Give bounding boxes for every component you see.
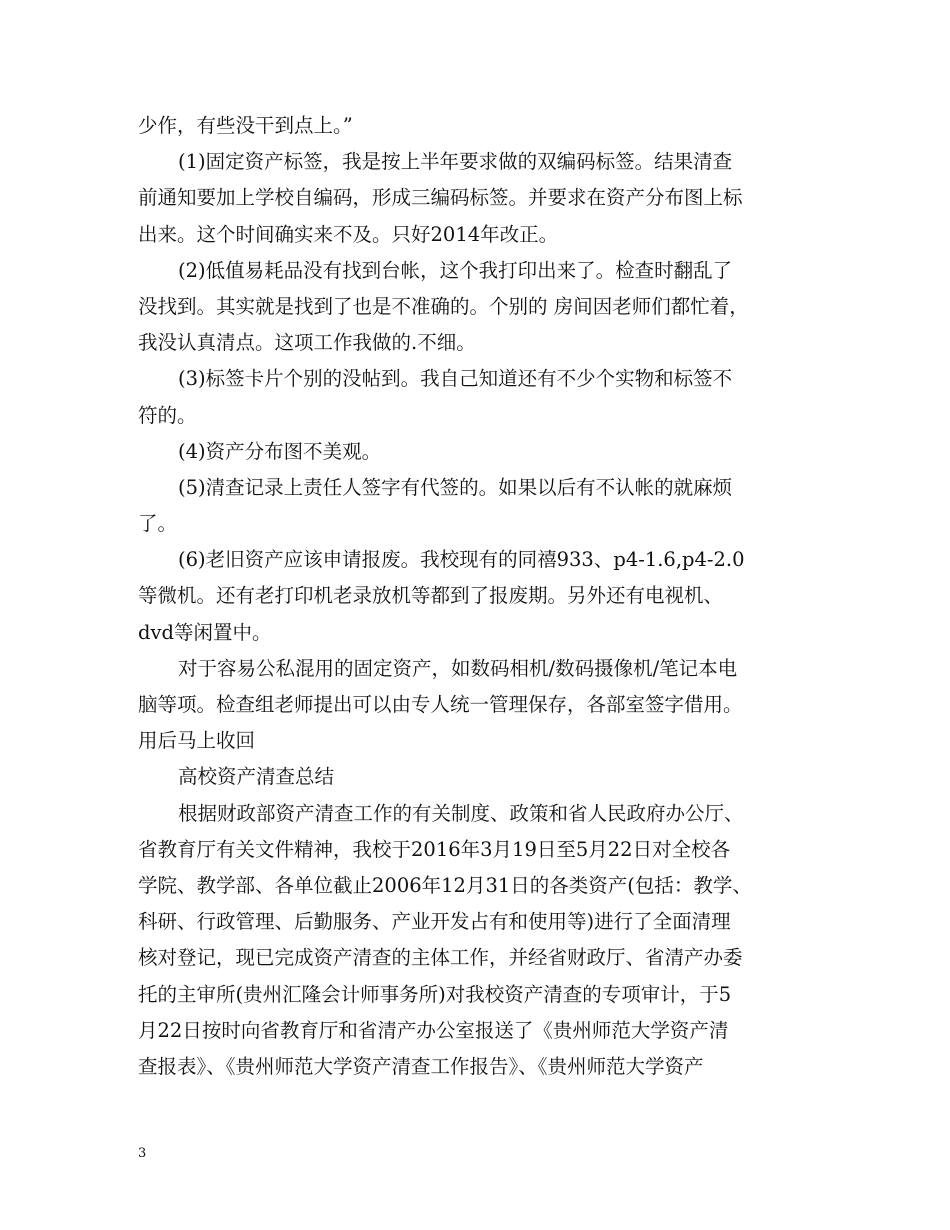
text-line: 月22日按时向省教育厅和省清产办公室报送了《贵州师范大学资产清 <box>138 1018 729 1042</box>
text-line: 了。 <box>138 512 178 536</box>
text-line: 用后马上收回 <box>138 729 256 753</box>
text-line: 没找到。其实就是找到了也是不准确的。个别的 房间因老师们都忙着， <box>138 294 749 318</box>
page-number: 3 <box>138 1146 147 1161</box>
text-line: 科研、行政管理、后勤服务、产业开发占有和使用等)进行了全面清理 <box>138 910 731 934</box>
body-text <box>138 108 818 1085</box>
text-line: 查报表》、《贵州师范大学资产清查工作报告》、《贵州师范大学资产 <box>138 1054 704 1078</box>
text-line: 我没认真清点。这项工作我做的.不细。 <box>138 331 476 355</box>
text-line: 根据财政部资产清查工作的有关制度、政策和省人民政府办公厅、 <box>178 801 744 825</box>
text-line: (1)固定资产标签，我是按上半年要求做的双编码标签。结果清查 <box>178 150 733 174</box>
text-line: 脑等项。检查组老师提出可以由专人统一管理保存，各部室签字借用。 <box>138 693 743 716</box>
text-line: (2)低值易耗品没有找到台帐，这个我打印出来了。检查时翻乱了 <box>178 258 733 282</box>
text-line: (6)老旧资产应该申请报废。我校现有的同禧933、p4-1.6,p4-2.0 <box>178 548 745 572</box>
text-line: (3)标签卡片个别的没帖到。我自己知道还有不少个实物和标签不 <box>178 367 733 391</box>
text-line: (5)清查记录上责任人签字有代签的。如果以后有不认帐的就麻烦 <box>178 475 733 499</box>
text-line: 高校资产清查总结 <box>178 765 335 789</box>
text-line: 符的。 <box>138 403 197 427</box>
text-line: 学院、教学部、各单位截止2006年12月31日的各类资产(包括：教学、 <box>138 873 752 897</box>
text-line: 前通知要加上学校自编码，形成三编码标签。并要求在资产分布图上标 <box>138 186 743 210</box>
text-line: 省教育厅有关文件精神，我校于2016年3月19日至5月22日对全校各 <box>138 837 731 861</box>
text-line: 对于容易公私混用的固定资产，如数码相机/数码摄像机/笔记本电 <box>178 656 738 680</box>
text-line: 等微机。还有老打印机老录放机等都到了报废期。另外还有电视机、 <box>138 584 724 608</box>
text-line: (4)资产分布图不美观。 <box>178 439 382 463</box>
text-line: 核对登记，现已完成资产清查的主体工作，并经省财政厅、省清产办委 <box>138 946 743 970</box>
text-line: 托的主审所(贵州汇隆会计师事务所)对我校资产清查的专项审计，于5 <box>138 982 732 1006</box>
text-line: 少作，有些没干到点上。” <box>138 114 353 137</box>
text-line: dvd等闲置中。 <box>138 620 272 644</box>
text-line: 出来。这个时间确实来不及。只好2014年改正。 <box>138 222 559 246</box>
